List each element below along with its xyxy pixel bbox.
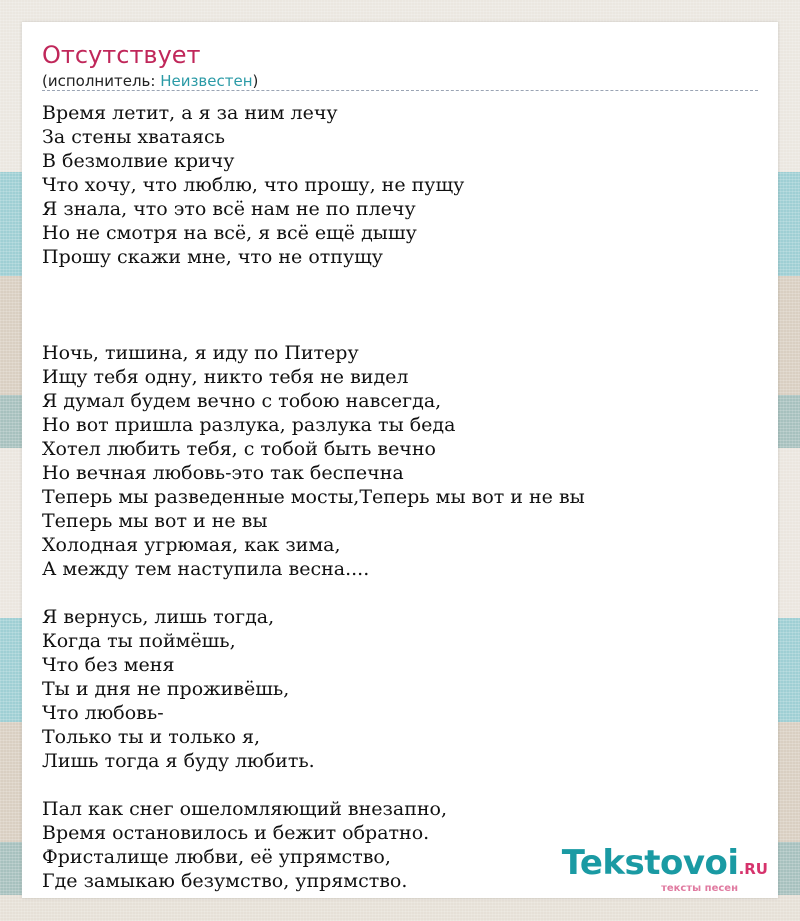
lyric-line: Ищу тебя одну, никто тебя не видел (42, 366, 409, 388)
logo-domain-suffix: .RU (738, 860, 768, 878)
lyric-line: А между тем наступила весна.... (42, 558, 370, 580)
artist-line (42, 71, 258, 91)
lyric-line: Время летит, а я за ним лечу (42, 102, 338, 124)
lyric-line: Теперь мы вот и не вы (42, 510, 268, 532)
lyric-line: Прошу скажи мне, что не отпущу (42, 246, 383, 268)
lyric-line: Я вернусь, лишь тогда, (42, 606, 275, 628)
lyric-line: Что хочу, что люблю, что прошу, не пущу (42, 174, 465, 196)
logo-tagline: тексты песен (661, 883, 738, 894)
lyric-line: Когда ты поймёшь, (42, 630, 236, 652)
song-title: Отсутствует (42, 41, 201, 69)
lyric-line: Холодная угрюмая, как зима, (42, 534, 341, 556)
lyric-line: Где замыкаю безумство, упрямство. (42, 870, 408, 892)
lyric-line: Я знала, что это всё нам не по плечу (42, 198, 416, 220)
lyric-line: Но не смотря на всё, я всё ещё дышу (42, 222, 417, 244)
stanza-break (42, 581, 758, 605)
lyric-line: Время остановилось и бежит обратно. (42, 822, 430, 844)
lyric-line: Но вечная любовь-это так беспечна (42, 462, 404, 484)
site-logo[interactable] (562, 845, 768, 894)
title-divider (42, 90, 758, 91)
lyric-line: Фристалище любви, её упрямство, (42, 846, 391, 868)
lyric-line: Что без меня (42, 654, 175, 676)
lyric-line: Только ты и только я, (42, 726, 260, 748)
lyric-line: Я думал будем вечно с тобою навсегда, (42, 390, 442, 412)
lyric-line: Но вот пришла разлука, разлука ты беда (42, 414, 456, 436)
artist-suffix: ) (252, 72, 259, 90)
lyric-line: Что любовь- (42, 702, 164, 724)
artist-prefix: (исполнитель: (42, 72, 161, 90)
stanza-break (42, 317, 758, 341)
lyric-line: Лишь тогда я буду любить. (42, 750, 315, 772)
lyric-line: Пал как снег ошеломляющий внезапно, (42, 798, 448, 820)
lyric-line: Теперь мы разведенные мосты,Теперь мы вот и не вы (42, 486, 585, 508)
lyrics-card (22, 22, 778, 898)
lyric-line: Ты и дня не проживёшь, (42, 678, 290, 700)
lyric-line: За стены хватаясь (42, 126, 225, 148)
lyric-line: Ночь, тишина, я иду по Питеру (42, 342, 359, 364)
stanza-break (42, 269, 758, 317)
lyric-line: В безмолвие кричу (42, 150, 235, 172)
artist-link[interactable]: Неизвестен (160, 72, 253, 90)
lyrics-text (42, 101, 758, 893)
logo-wordmark (562, 845, 768, 887)
lyric-line: Хотел любить тебя, с тобой быть вечно (42, 438, 436, 460)
logo-main-text: Tekstovoi (561, 843, 739, 883)
stanza-break (42, 773, 758, 797)
